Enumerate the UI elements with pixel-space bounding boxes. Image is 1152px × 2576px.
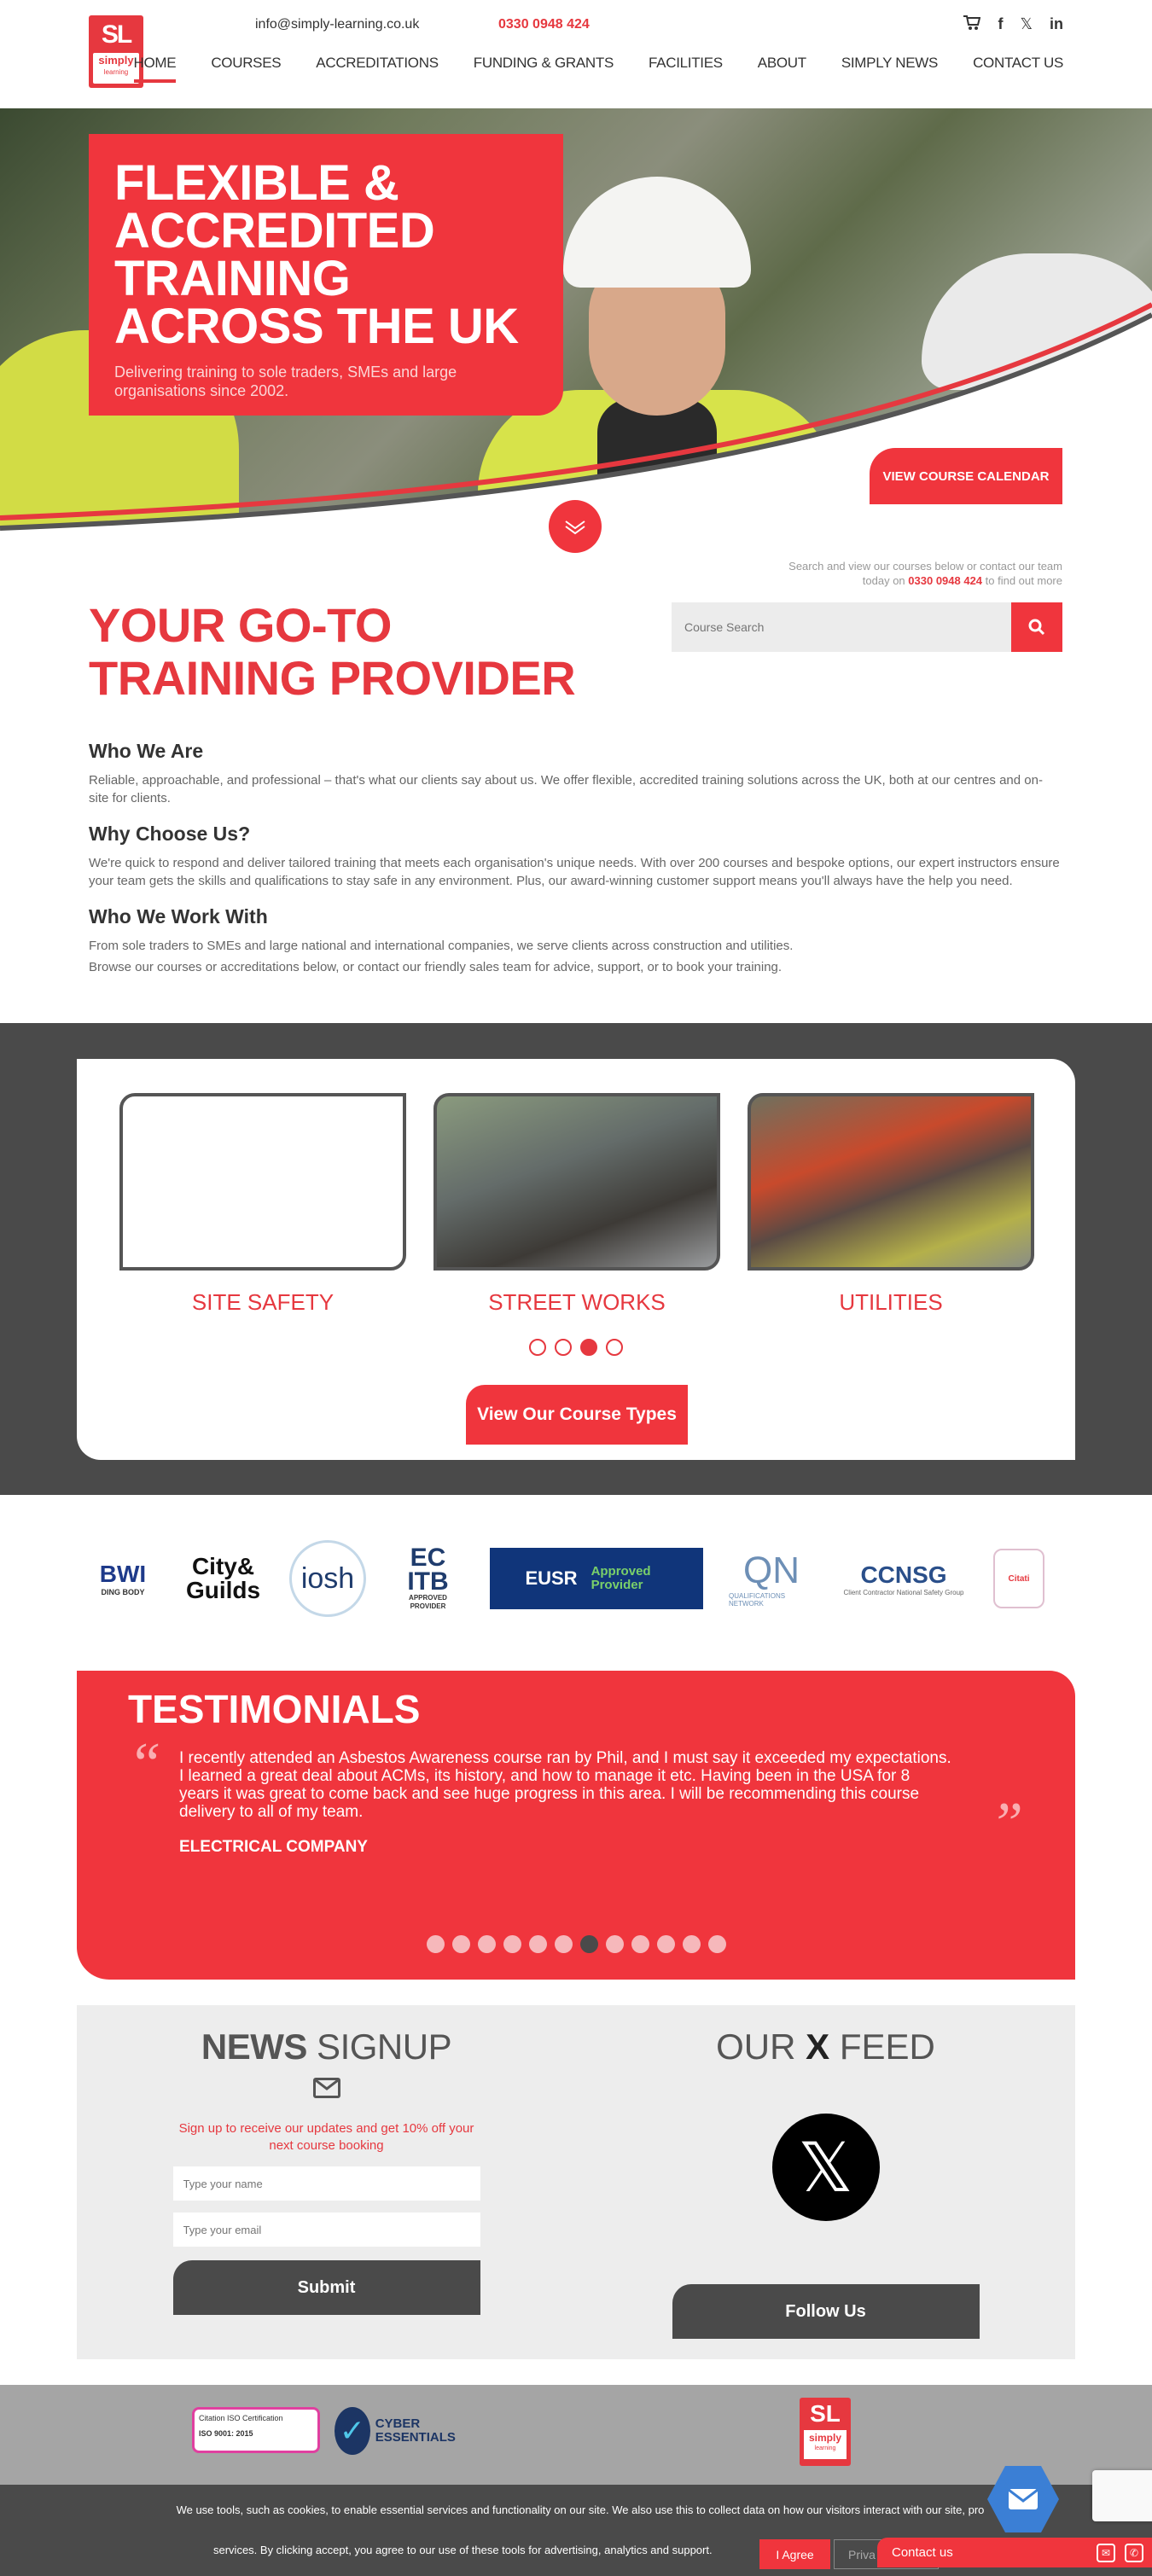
testimonial-dot[interactable]: [708, 1935, 726, 1953]
search-hint-phone[interactable]: 0330 0948 424: [908, 574, 983, 587]
ecitb-logo-text: EC ITB: [407, 1544, 449, 1596]
follow-us-button[interactable]: Follow Us: [672, 2284, 980, 2339]
citation-iso-title: Citation ISO Certification: [199, 2414, 283, 2422]
nav-contact-us[interactable]: CONTACT US: [973, 55, 1063, 71]
section-body-why-choose-us: We're quick to respond and deliver tailored training that meets each organisation's unique needs. With over 200 courses and bespoke options, our expert instructors ensure your team gets the skills and qualifications to stay safe in any environment. Plus, our award-winning customer support means you'll always have the help you need.: [89, 856, 1060, 888]
header-phone-link[interactable]: 0330 0948 424: [498, 17, 590, 32]
testimonial-dot[interactable]: [529, 1935, 547, 1953]
feed-heading-1: OUR: [716, 2026, 806, 2067]
phone-icon[interactable]: ✆: [1125, 2544, 1143, 2562]
course-search: [672, 602, 1062, 652]
footer-logo-initials: SL: [810, 2400, 841, 2427]
testimonial-dot[interactable]: [478, 1935, 496, 1953]
section-title-who-we-are: Who We Are: [89, 740, 204, 762]
contact-us-widget[interactable]: [877, 2538, 1152, 2567]
section-body-who-we-are: Reliable, approachable, and professional – that's what our clients say about us. We offer flexible, accredited training solutions across the UK, both at our centres and on-site for clients.: [89, 773, 1043, 805]
checkmark-icon: ✓: [335, 2407, 370, 2455]
course-tile-site-safety[interactable]: [119, 1093, 406, 1271]
footer-logo-tag: learning: [814, 2445, 836, 2451]
quote-close-icon: ”: [990, 1791, 1023, 1857]
course-types-carousel: [77, 1059, 1075, 1460]
carousel-dot[interactable]: [606, 1339, 623, 1356]
citation-iso-sub: ISO 9001: 2015: [199, 2429, 253, 2438]
search-hint-text-a: today on: [862, 574, 909, 587]
testimonials-heading: TESTIMONIALS: [128, 1687, 421, 1731]
qn-logo-sub: QUALIFICATIONS NETWORK: [729, 1592, 786, 1608]
nav-funding-grants[interactable]: FUNDING & GRANTS: [473, 55, 614, 71]
footer-logo[interactable]: [800, 2398, 851, 2466]
ccnsg-logo[interactable]: [840, 1561, 968, 1596]
testimonial-dot[interactable]: [452, 1935, 470, 1953]
x-logo-icon[interactable]: 𝕏: [772, 2114, 880, 2221]
testimonial-dot[interactable]: [503, 1935, 521, 1953]
main-nav: [99, 55, 1064, 83]
search-hint-line-2: [788, 573, 1062, 588]
course-tile-street-works[interactable]: [433, 1093, 720, 1271]
view-course-types-button[interactable]: View Our Course Types: [466, 1385, 688, 1445]
signup-email-field[interactable]: [173, 2213, 480, 2247]
citation-iso-badge: [192, 2407, 320, 2453]
testimonial-dot[interactable]: [606, 1935, 624, 1953]
testimonial-dot[interactable]: [555, 1935, 573, 1953]
ecitb-logo[interactable]: [392, 1546, 464, 1611]
accreditation-logo-strip: [89, 1536, 1062, 1621]
cyber-essentials-label: CYBER ESSENTIALS: [375, 2416, 456, 2445]
hero-banner: [0, 108, 1152, 552]
signup-name-field[interactable]: [173, 2166, 480, 2201]
eusr-logo-text: EUSR: [525, 1567, 578, 1589]
qualifications-network-logo[interactable]: [729, 1550, 814, 1608]
signup-text: Sign up to receive our updates and get 10% off your next course booking: [178, 2121, 474, 2153]
feed-heading-bold: X: [806, 2026, 830, 2067]
nav-about[interactable]: ABOUT: [757, 55, 806, 71]
search-hint-line-1: Search and view our courses below or contact our team: [788, 560, 1062, 573]
x-icon[interactable]: 𝕏: [1020, 15, 1033, 32]
course-label-street-works[interactable]: STREET WORKS: [488, 1289, 666, 1315]
signup-feed-section: [77, 2005, 1075, 2359]
iosh-logo[interactable]: iosh: [289, 1540, 366, 1617]
signup-heading: [77, 2026, 576, 2067]
chevron-down-icon: [564, 518, 586, 535]
testimonials-section: [77, 1671, 1075, 1980]
nav-courses[interactable]: COURSES: [211, 55, 282, 71]
testimonial-quote: I recently attended an Asbestos Awareness course ran by Phil, and I must say it exceeded my expectations. I learned a great deal about ACMs, its history, and how to manage it etc. Having been in the USA for 8 years it was great to come back and see huge progress in this area. I will be recommending this course delivery to all of my team.: [179, 1749, 951, 1821]
nav-facilities[interactable]: FACILITIES: [649, 55, 723, 71]
city-and-guilds-logo[interactable]: City& Guilds: [185, 1553, 261, 1603]
logo-name: simply: [98, 54, 134, 67]
nav-accreditations[interactable]: ACCREDITATIONS: [316, 55, 439, 71]
signup-heading-rest: SIGNUP: [306, 2026, 452, 2067]
testimonial-carousel-dots: [77, 1935, 1075, 1953]
carousel-dot[interactable]: [580, 1339, 597, 1356]
course-tile-utilities[interactable]: [748, 1093, 1034, 1271]
cookie-text-line-1: We use tools, such as cookies, to enable essential services and functionality on our site. We also use this to collect data on how our visitors interact with our site, pro: [176, 2503, 985, 2516]
site-header: [0, 0, 1152, 108]
bwi-logo-text: BWI: [99, 1561, 147, 1587]
cookie-privacy-button[interactable]: Priva: [834, 2539, 939, 2569]
feed-heading: [576, 2026, 1075, 2067]
testimonial-dot[interactable]: [580, 1935, 598, 1953]
testimonial-dot[interactable]: [657, 1935, 675, 1953]
ccnsg-logo-text: CCNSG: [860, 1561, 947, 1588]
contact-us-label: Contact us: [892, 2545, 953, 2560]
testimonial-dot[interactable]: [683, 1935, 701, 1953]
recaptcha-badge[interactable]: [1092, 2470, 1152, 2521]
testimonial-author: ELECTRICAL COMPANY: [179, 1838, 368, 1856]
hero-text-panel: [89, 134, 563, 416]
carousel-dot[interactable]: [555, 1339, 572, 1356]
signup-submit-button[interactable]: Submit: [173, 2260, 480, 2315]
cookie-text-line-2: services. By clicking accept, you agree to our use of these tools for advertising, analytics and support.: [213, 2544, 713, 2556]
logo-tag: learning: [103, 68, 129, 76]
view-course-calendar-button[interactable]: VIEW COURSE CALENDAR: [870, 448, 1062, 504]
cookie-agree-button[interactable]: I Agree: [759, 2539, 830, 2569]
ccnsg-logo-sub: Client Contractor National Safety Group: [843, 1588, 964, 1596]
quote-open-icon: “: [128, 1731, 161, 1797]
scroll-down-button[interactable]: [549, 500, 602, 553]
intro-section: [0, 552, 1152, 1038]
testimonial-dot[interactable]: [427, 1935, 445, 1953]
search-hint: [788, 559, 1062, 588]
course-label-utilities[interactable]: UTILITIES: [839, 1289, 943, 1315]
feed-heading-2: FEED: [829, 2026, 935, 2067]
hero-title: FLEXIBLE & ACCREDITED TRAINING ACROSS THE UK: [114, 155, 519, 354]
nav-home[interactable]: HOME: [134, 55, 177, 83]
signup-heading-bold: NEWS: [201, 2026, 307, 2067]
section-title-why-choose-us: Why Choose Us?: [89, 823, 251, 845]
mail-icon: [1008, 2488, 1039, 2510]
cart-icon[interactable]: [963, 15, 980, 35]
qn-logo-text: QN: [743, 1550, 800, 1591]
course-search-button[interactable]: [1011, 602, 1062, 652]
intro-heading: YOUR GO-TO TRAINING PROVIDER: [89, 598, 576, 705]
header-icon-bar: [963, 15, 1063, 35]
footer-logo-brand: [804, 2430, 847, 2459]
bwi-logo[interactable]: [89, 1561, 157, 1596]
ecitb-logo-sub: APPROVED PROVIDER: [409, 1594, 447, 1610]
logo-initials: SL: [101, 20, 131, 49]
linkedin-icon[interactable]: in: [1050, 15, 1063, 32]
facebook-icon[interactable]: f: [998, 15, 1004, 32]
cyber-essentials-badge: [335, 2407, 471, 2455]
x-feed: [576, 2005, 1075, 2359]
nav-simply-news[interactable]: SIMPLY NEWS: [841, 55, 939, 71]
intro-copy: [89, 740, 1062, 991]
course-label-site-safety[interactable]: SITE SAFETY: [191, 1289, 335, 1315]
search-hint-text-b: to find out more: [982, 574, 1062, 587]
section-title-who-we-work-with: Who We Work With: [89, 905, 268, 927]
citation-logo[interactable]: Citati: [993, 1549, 1044, 1608]
search-icon: [1028, 619, 1045, 636]
intro-closing: Browse our courses or accreditations below, or contact our friendly sales team for advice, support, or to book your training.: [89, 960, 783, 974]
testimonial-dot[interactable]: [631, 1935, 649, 1953]
header-email-link[interactable]: info@simply-learning.co.uk: [255, 17, 420, 32]
course-types-section: [0, 1023, 1152, 1495]
carousel-dot[interactable]: [529, 1339, 546, 1356]
eusr-logo[interactable]: [490, 1548, 703, 1609]
mail-icon[interactable]: ✉: [1097, 2544, 1115, 2562]
course-carousel-dots: [77, 1339, 1075, 1356]
hero-subtitle: Delivering training to sole traders, SMEs and large organisations since 2002.: [114, 363, 457, 399]
eusr-logo-tag: Approved Provider: [591, 1564, 651, 1592]
footer-logo-name: simply: [808, 2432, 841, 2444]
course-search-input[interactable]: [672, 602, 1011, 652]
news-signup: [77, 2005, 576, 2359]
section-body-who-we-work-with: From sole traders to SMEs and large national and international companies, we serve clients across construction and utilities.: [89, 939, 794, 953]
bwi-logo-sub: DING BODY: [101, 1588, 145, 1596]
envelope-icon: [313, 2078, 340, 2098]
